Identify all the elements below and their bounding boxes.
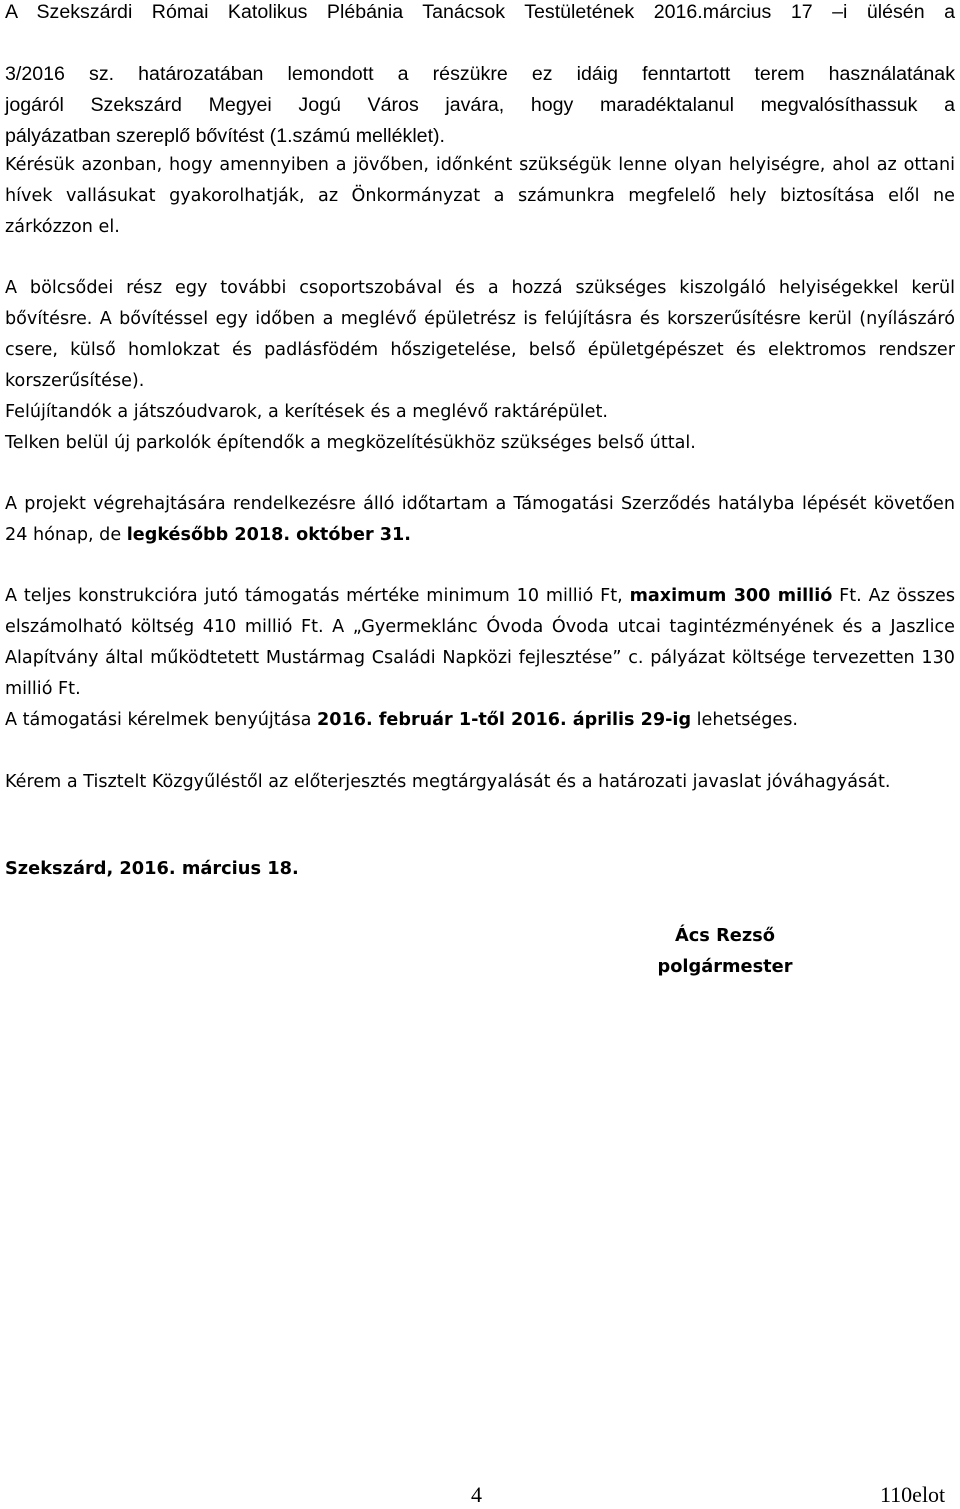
paragraph-parish-decision — [5, 0, 955, 152]
paragraph-project-duration — [5, 489, 955, 551]
paragraph-funding — [5, 581, 955, 736]
line: A Szekszárdi Római Katolikus Plébánia Tanácsok Testületének 2016.március 17 –i ülésén a — [5, 1, 955, 23]
footer-document-code: 110elot — [880, 1482, 946, 1507]
funding-text — [5, 581, 955, 705]
parking-text: Telken belül új parkolók építendők a megközelítésükhöz szükséges belső úttal. — [5, 433, 696, 453]
application-text-end: lehetséges. — [691, 710, 798, 730]
duration-text: A projekt végrehajtására rendelkezésre álló időtartam a Támogatási Szerződés hatályba lépését követően 24 hónap, de — [5, 494, 955, 545]
signatory-title: polgármester — [657, 956, 793, 977]
nursery-text: A bölcsődei rész egy további csoportszobával és a hozzá szükséges kiszolgáló helyiségekkel kerül bővítésre. A bővítéssel egy időben a meglévő épületrész is felújításra és korszerűsítésre kerül (nyílászáró csere, külső homlokzat és padlásfödém hőszigetelése, belső épületgépészet és elektromos rendszer korszerűsítése). — [5, 278, 955, 391]
paragraph-request: Kérésük azonban, hogy amennyiben a jövőben, időnként szükségük lenne olyan helyiségre, ahol az ottani hívek vallásukat gyakorolhatják, az Önkormányzat a számunkra megfelelő hely biztosítása elől ne zárkózzon el. — [5, 155, 955, 237]
paragraph-closing-request: Kérem a Tisztelt Közgyűléstől az előterjesztés megtárgyalását és a határozati javaslat jóváhagyását. — [5, 772, 891, 792]
document-date: Szekszárd, 2016. március 18. — [5, 858, 299, 879]
signatory-name: Ács Rezső — [675, 925, 775, 946]
page-number: 4 — [471, 1482, 482, 1507]
line: jogáról Szekszárd Megyei Jogú Város javára, hogy maradéktalanul megvalósíthassuk a — [5, 94, 955, 116]
application-period — [5, 705, 955, 736]
funding-max-bold: maximum 300 millió — [629, 586, 833, 606]
application-dates-bold: 2016. február 1-től 2016. április 29-ig — [317, 710, 692, 730]
deadline-bold: legkésőbb 2018. október 31. — [126, 525, 411, 545]
funding-part-2: Ft. Az összes elszámolható költség 410 millió Ft. A „Gyermeklánc Óvoda Óvoda utcai tagintézményének és a Jaszlice Alapítvány által működtetett Mustármag Családi Napközi fejlesztése” c. pályázat költsége tervezetten 130 millió Ft. — [5, 586, 956, 699]
line: pályázatban szereplő bővítést (1.számú melléklet). — [5, 125, 445, 147]
signature-block — [645, 920, 805, 982]
playground-text: Felújítandók a játszóudvarok, a kerítések és a meglévő raktárépület. — [5, 402, 608, 422]
line: 3/2016 sz. határozatában lemondott a részükre ez idáig fenntartott terem használatának — [5, 63, 955, 85]
funding-part-1: A teljes konstrukcióra jutó támogatás mértéke minimum 10 millió Ft, — [5, 586, 630, 606]
paragraph-nursery-extension — [5, 273, 955, 459]
application-text: A támogatási kérelmek benyújtása — [5, 710, 317, 730]
